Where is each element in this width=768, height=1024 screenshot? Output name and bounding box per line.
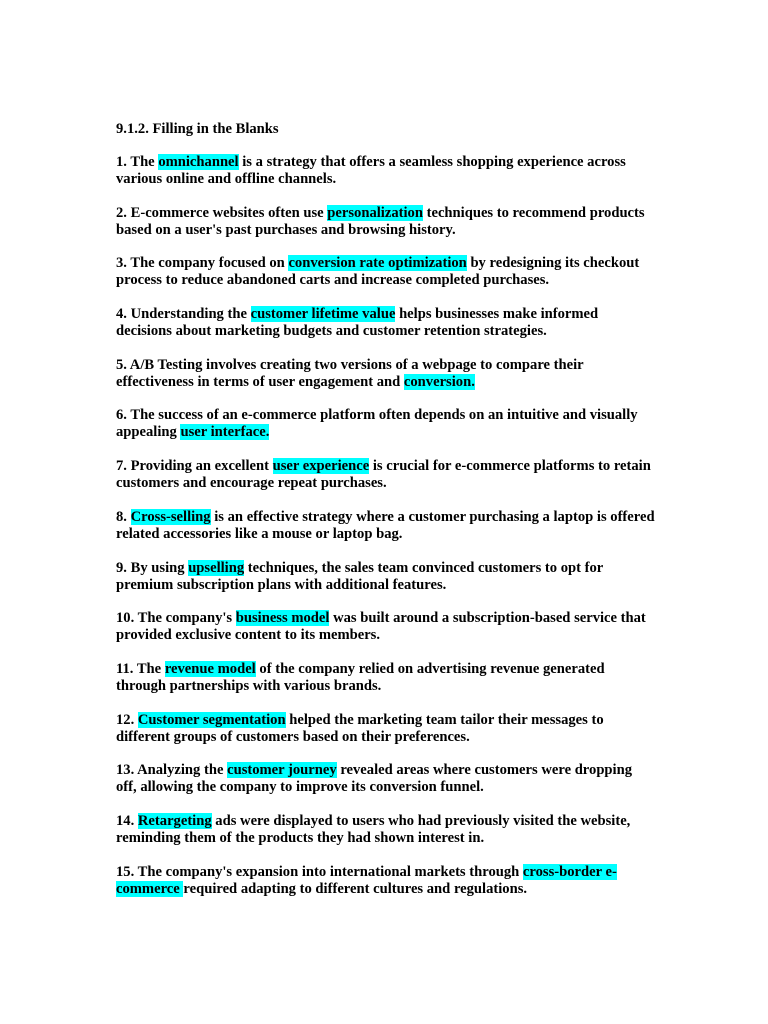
highlighted-answer: personalization (327, 204, 423, 221)
highlighted-answer: conversion. (403, 373, 475, 390)
item-text-after: revealed areas where customers were dropping off, allowing the company to improve its conversion funnel. (116, 762, 633, 796)
highlighted-answer: revenue model (164, 660, 256, 677)
highlighted-answer: Cross-selling (130, 508, 211, 525)
highlighted-answer: conversion rate optimization (288, 255, 467, 272)
highlighted-answer: cross-border e-commerce (116, 863, 617, 897)
section-heading: 9.1.2. Filling in the Blanks (116, 121, 279, 137)
list-item (116, 712, 656, 746)
item-text-after: helped the marketing team tailor their messages to different groups of customers based on their preferences. (116, 711, 604, 745)
highlighted-answer: Customer segmentation (137, 711, 286, 728)
list-item (116, 306, 656, 340)
list-item (116, 813, 656, 847)
item-text-before: 14. (116, 812, 138, 829)
item-text-before: 5. A/B Testing involves creating two versions of a webpage to compare their effectiveness in terms of user engagement and (116, 356, 584, 390)
fill-in-blank-list (116, 154, 656, 898)
highlighted-answer: business model (235, 610, 330, 627)
highlighted-answer: customer lifetime value (250, 306, 396, 323)
list-item (116, 255, 656, 289)
list-item (116, 154, 656, 188)
highlighted-answer: user interface. (180, 424, 270, 441)
highlighted-answer: customer journey (227, 762, 337, 779)
item-text-before: 1. The (116, 154, 159, 170)
item-text-before: 12. (116, 711, 138, 728)
highlighted-answer: upselling (188, 559, 245, 576)
highlighted-answer: Retargeting (137, 812, 212, 829)
list-item (116, 661, 656, 695)
list-item (116, 560, 656, 594)
item-text-after: is an effective strategy where a customer purchasing a laptop is offered related accessories like a mouse or laptop bag. (116, 508, 655, 542)
list-item (116, 864, 656, 898)
item-text-after: techniques, the sales team convinced customers to opt for premium subscription plans with additional features. (116, 559, 604, 593)
list-item (116, 458, 656, 492)
item-text-before: 10. The company's (116, 610, 236, 627)
list-item (116, 357, 656, 391)
list-item (116, 509, 656, 543)
list-item (116, 762, 656, 796)
item-text-before: 13. Analyzing the (116, 762, 228, 779)
item-text-after: required adapting to different cultures and regulations. (183, 880, 528, 897)
item-text-after: ads were displayed to users who had previously visited the website, reminding them of the products they had shown interest in. (116, 812, 631, 846)
item-text-after: by redesigning its checkout process to reduce abandoned carts and increase completed purchases. (116, 255, 640, 289)
item-text-before: 3. The company focused on (116, 255, 289, 272)
highlighted-answer: omnichannel (158, 154, 239, 170)
list-item (116, 205, 656, 239)
item-text-before: 6. The success of an e-commerce platform often depends on an intuitive and visually appealing (116, 407, 638, 441)
highlighted-answer: user experience (272, 458, 370, 475)
item-text-after: of the company relied on advertising revenue generated through partnerships with various brands. (116, 660, 605, 694)
document-page (116, 121, 656, 914)
item-text-after: is a strategy that offers a seamless shopping experience across various online and offline channels. (116, 154, 626, 187)
item-text-after: helps businesses make informed decisions about marketing budgets and customer retention strategies. (116, 306, 599, 340)
list-item (116, 407, 656, 441)
item-text-before: 4. Understanding the (116, 306, 251, 323)
item-text-before: 11. The (116, 660, 165, 677)
item-text-before: 9. By using (116, 559, 189, 576)
item-text-after: techniques to recommend products based on a user's past purchases and browsing history. (116, 204, 645, 238)
list-item (116, 610, 656, 644)
item-text-before: 8. (116, 508, 131, 525)
item-text-before: 15. The company's expansion into international markets through (116, 863, 523, 880)
item-text-before: 7. Providing an excellent (116, 458, 273, 475)
item-text-after: is crucial for e-commerce platforms to retain customers and encourage repeat purchases. (116, 458, 651, 492)
item-text-before: 2. E-commerce websites often use (116, 204, 328, 221)
item-text-after: was built around a subscription-based service that provided exclusive content to its members. (116, 610, 646, 644)
